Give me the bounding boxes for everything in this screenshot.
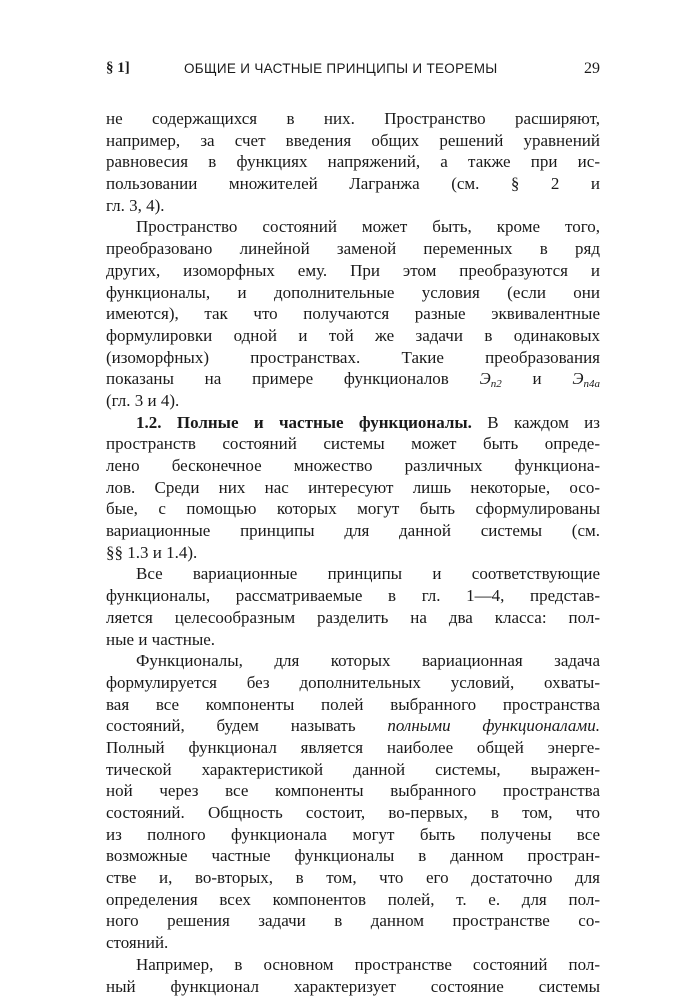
text-line: других, изоморфных ему. При этом преобразуются и <box>106 260 600 280</box>
text-line: имеются), так что получаются разные эквивалентные <box>106 304 600 324</box>
text-fragment: и <box>532 369 542 389</box>
text-line: Полный функционал является наиболее общей энерге- <box>106 737 600 757</box>
text-line: функционалы, и дополнительные условия (если они <box>106 282 600 302</box>
text-line: пространств состояний системы может быть опреде- <box>106 434 600 454</box>
body-text <box>106 108 600 997</box>
text-line: определения всех компонентов полей, т. е. для пол- <box>106 889 600 909</box>
text-line: ной через все компоненты выбранного пространства <box>106 781 600 801</box>
text-line: преобразовано линейной заменой переменных в ряд <box>106 239 600 259</box>
subsection-heading: 1.2. Полные и частные функционалы. <box>136 412 472 432</box>
text-line: не содержащихся в них. Пространство расширяют, <box>106 109 600 128</box>
text-line-with-formulas <box>106 368 600 390</box>
text-line: возможные частные функционалы в данном простран- <box>106 846 600 866</box>
text-line: равновесия в функциях напряжений, а также при ис- <box>106 152 600 172</box>
page-number: 29 <box>584 60 600 77</box>
text-line: стве и, во-вторых, в том, что его достаточно для <box>106 868 600 888</box>
text-line: Функционалы, для которых вариационная задача <box>136 651 600 671</box>
text-fragment: показаны на примере функционалов <box>106 369 449 389</box>
text-line: лов. Среди них нас интересуют лишь некоторые, осо- <box>106 477 600 497</box>
text-line: ный функционал характеризует состояние системы <box>106 976 600 996</box>
text-line: стояний. <box>106 933 169 953</box>
text-line: вариационные принципы для данной системы (см. <box>106 521 600 541</box>
text-line: (гл. 3 и 4). <box>106 390 180 410</box>
text-line: гл. 3, 4). <box>106 195 165 215</box>
text-line: формулируется без дополнительных условий, охваты- <box>106 672 600 692</box>
text-line: (изоморфных) пространствах. Такие преобразования <box>106 347 600 367</box>
running-header <box>106 60 600 86</box>
running-title: ОБЩИЕ И ЧАСТНЫЕ ПРИНЦИПЫ И ТЕОРЕМЫ <box>184 61 498 76</box>
text-line: бые, с помощью которых могут быть сформулированы <box>106 499 600 519</box>
text-line: Пространство состояний может быть, кроме того, <box>136 217 600 237</box>
text-fragment: состояний, будем называть <box>106 716 388 736</box>
text-line-with-emphasis <box>106 715 600 737</box>
text-line: из полного функционала могут быть получены все <box>106 824 600 844</box>
text-line: ные и частные. <box>106 629 216 649</box>
text-line: пользовании множителей Лагранжа (см. § 2 и <box>106 174 600 194</box>
text-line: §§ 1.3 и 1.4). <box>106 542 198 562</box>
text-line: ного решения задачи в данном пространстве со- <box>106 911 600 931</box>
text-line: Например, в основном пространстве состояний пол- <box>136 954 600 974</box>
text-line: функционалы, рассматриваемые в гл. 1—4, представ- <box>106 586 600 606</box>
text-line: Все вариационные принципы и соответствующие <box>136 564 600 584</box>
functional-symbol: $Э_{п4а}$ <box>572 369 601 391</box>
text-line: например, за счет введения общих решений уравнений <box>106 130 600 150</box>
text-line: тической характеристикой данной системы, выражен- <box>106 759 600 779</box>
text-line: состояний. Общность состоит, во-первых, в том, что <box>106 803 600 822</box>
text-fragment: В каждом из <box>471 412 600 432</box>
text-line: вая все компоненты полей выбранного пространства <box>106 694 600 714</box>
text-line: формулировки одной и той же задачи в одинаковых <box>106 325 600 345</box>
text-line: лено бесконечное множество различных функциона- <box>106 456 600 475</box>
section-heading-line <box>106 412 600 434</box>
functional-symbol: $Э_{п2}$ <box>479 369 502 391</box>
emphasized-term: полными функционалами. <box>387 716 601 736</box>
section-marker: § 1] <box>106 60 130 76</box>
text-line: ляется целесообразным разделить на два класса: пол- <box>106 607 600 627</box>
